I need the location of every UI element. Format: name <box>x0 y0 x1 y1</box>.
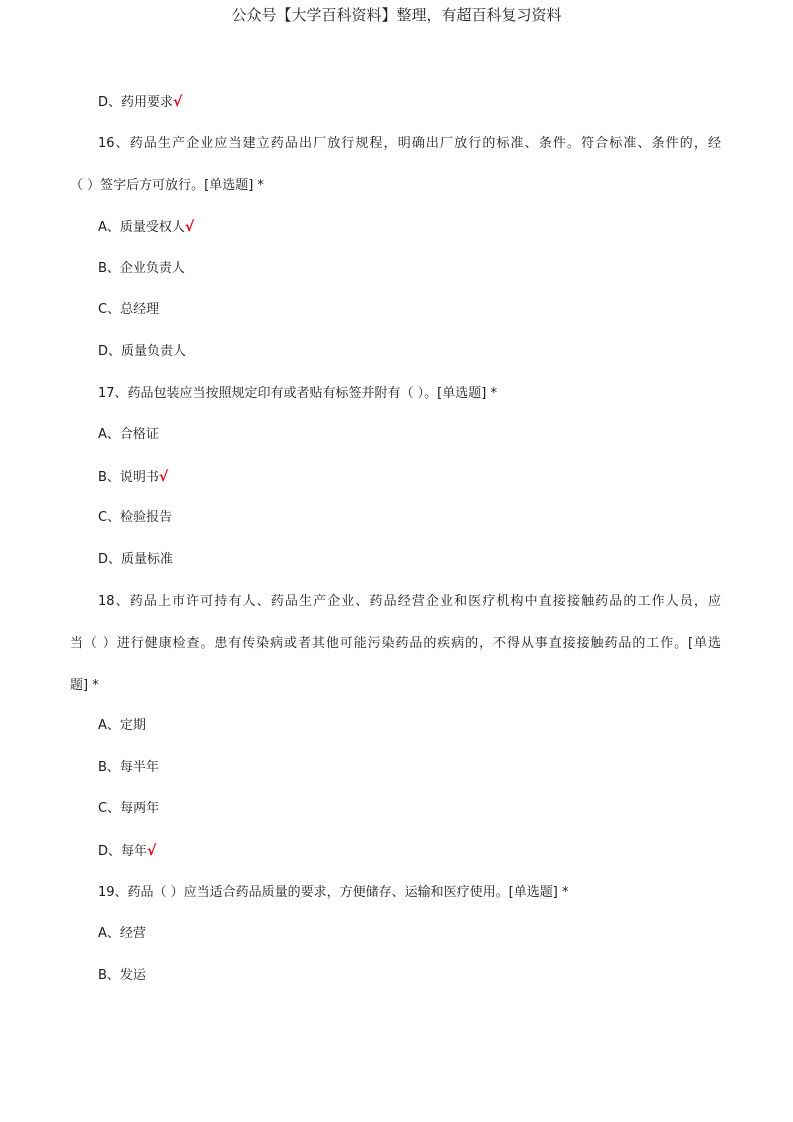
option-text: A、定期 <box>98 718 146 733</box>
option-text: B、发运 <box>98 968 146 983</box>
option-text: C、总经理 <box>98 302 160 317</box>
option-text <box>98 842 156 861</box>
option-label: A、质量受权人 <box>98 220 185 235</box>
option-label: D、每年 <box>98 844 148 859</box>
option-text: C、检验报告 <box>98 510 173 525</box>
option-text <box>98 93 182 112</box>
option-text: D、质量负责人 <box>98 344 187 359</box>
question-17-text: 17、药品包装应当按照规定印有或者贴有标签并附有（ ）。[单选题] * <box>98 386 497 401</box>
question-18-text: 18、药品上市许可持有人、药品生产企业、药品经营企业和医疗机构中直接接触药品的工作人员，应 <box>98 594 721 609</box>
option-text: A、经营 <box>98 926 146 941</box>
option-label: B、说明书 <box>98 470 159 485</box>
question-16-text-cont: （ ）签字后方可放行。[单选题] * <box>70 178 264 193</box>
option-label: D、药用要求 <box>98 95 174 110</box>
option-text: D、质量标准 <box>98 552 174 567</box>
question-19-text: 19、药品（ ）应当适合药品质量的要求，方便储存、运输和医疗使用。[单选题] * <box>98 885 569 900</box>
correct-check-icon: √ <box>184 219 195 235</box>
option-text <box>98 218 194 237</box>
option-text: B、企业负责人 <box>98 261 185 276</box>
question-18-text-cont: 当（ ）进行健康检查。患有传染病或者其他可能污染药品的疾病的，不得从事直接接触药品的工作。[单选 <box>70 636 721 651</box>
option-text: B、每半年 <box>98 760 159 775</box>
option-text: C、每两年 <box>98 801 160 816</box>
option-text <box>98 468 168 487</box>
correct-check-icon: √ <box>173 94 183 110</box>
correct-check-icon: √ <box>158 469 169 485</box>
page-header: 公众号【大学百科资料】整理，有超百科复习资料 <box>231 6 562 24</box>
question-18-text-cont: 题] * <box>70 678 99 693</box>
option-text: A、合格证 <box>98 427 159 442</box>
question-16-text: 16、药品生产企业应当建立药品出厂放行规程，明确出厂放行的标准、条件。符合标准、条件的，经 <box>98 136 721 151</box>
correct-check-icon: √ <box>147 843 157 859</box>
